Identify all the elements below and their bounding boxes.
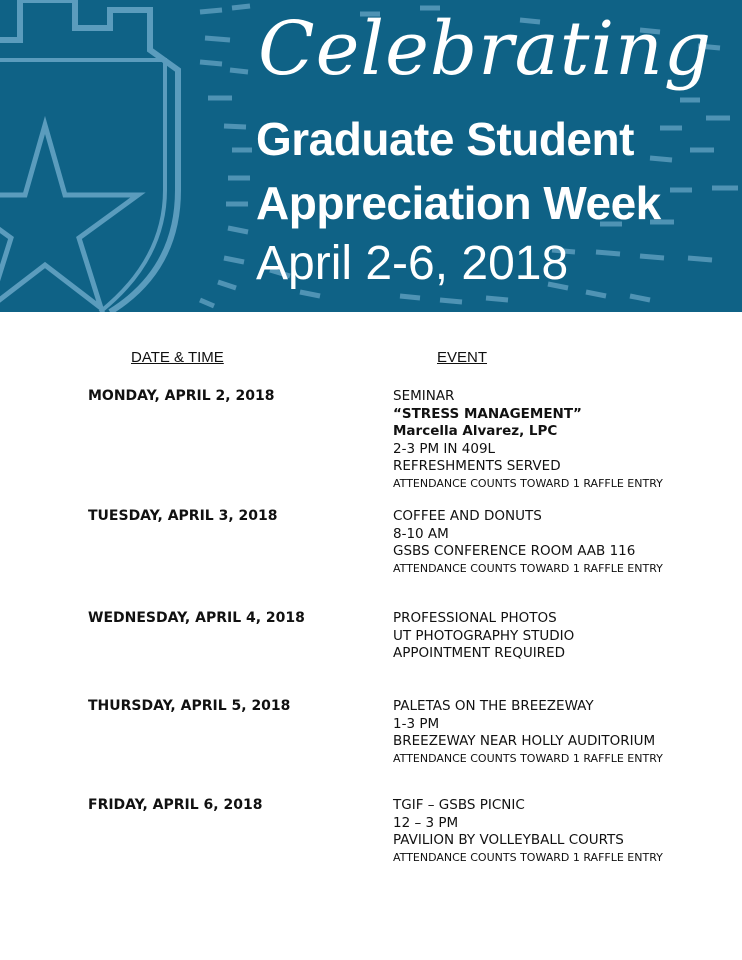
banner-script-title: Celebrating (258, 6, 713, 92)
column-header-event: EVENT (437, 349, 488, 366)
event-line: UT PHOTOGRAPHY STUDIO (393, 627, 575, 644)
event-line: TGIF – GSBS PICNIC (393, 797, 525, 813)
event-line-note: ATTENDANCE COUNTS TOWARD 1 RAFFLE ENTRY (393, 850, 663, 864)
event-wednesday (393, 610, 574, 663)
event-line: PAVILION BY VOLLEYBALL COURTS (393, 832, 624, 848)
event-line-note: ATTENDANCE COUNTS TOWARD 1 RAFFLE ENTRY (393, 476, 663, 490)
event-line: “STRESS MANAGEMENT” (393, 405, 582, 422)
banner-headline-line1: Graduate Student (256, 113, 634, 165)
event-line: 2-3 PM IN 409L (393, 440, 496, 457)
day-label-thursday: THURSDAY, APRIL 5, 2018 (88, 698, 291, 714)
event-line: REFRESHMENTS SERVED (393, 458, 561, 474)
banner-dates: April 2-6, 2018 (256, 237, 569, 290)
column-header-date: DATE & TIME (131, 349, 224, 366)
header-banner (0, 0, 742, 312)
event-line-note: ATTENDANCE COUNTS TOWARD 1 RAFFLE ENTRY (393, 561, 663, 575)
event-line: SEMINAR (393, 388, 455, 404)
banner-headline-line2: Appreciation Week (256, 177, 661, 229)
event-line: 1-3 PM (393, 715, 440, 732)
event-line: APPOINTMENT REQUIRED (393, 645, 565, 661)
day-label-friday: FRIDAY, APRIL 6, 2018 (88, 797, 263, 813)
event-line: Marcella Alvarez, LPC (393, 423, 558, 439)
day-label-tuesday: TUESDAY, APRIL 3, 2018 (88, 508, 278, 524)
event-monday (393, 388, 663, 491)
event-thursday (393, 698, 663, 766)
event-line: 8-10 AM (393, 525, 449, 542)
event-line: PROFESSIONAL PHOTOS (393, 610, 557, 626)
day-label-monday: MONDAY, APRIL 2, 2018 (88, 388, 275, 404)
event-line: COFFEE AND DONUTS (393, 508, 542, 524)
day-label-wednesday: WEDNESDAY, APRIL 4, 2018 (88, 610, 305, 626)
event-line-note: ATTENDANCE COUNTS TOWARD 1 RAFFLE ENTRY (393, 751, 663, 765)
event-line: GSBS CONFERENCE ROOM AAB 116 (393, 543, 636, 559)
event-line: 12 – 3 PM (393, 814, 459, 831)
event-tuesday (393, 508, 663, 576)
event-line: BREEZEWAY NEAR HOLLY AUDITORIUM (393, 733, 656, 749)
event-line: PALETAS ON THE BREEZEWAY (393, 698, 594, 714)
event-friday (393, 797, 663, 865)
